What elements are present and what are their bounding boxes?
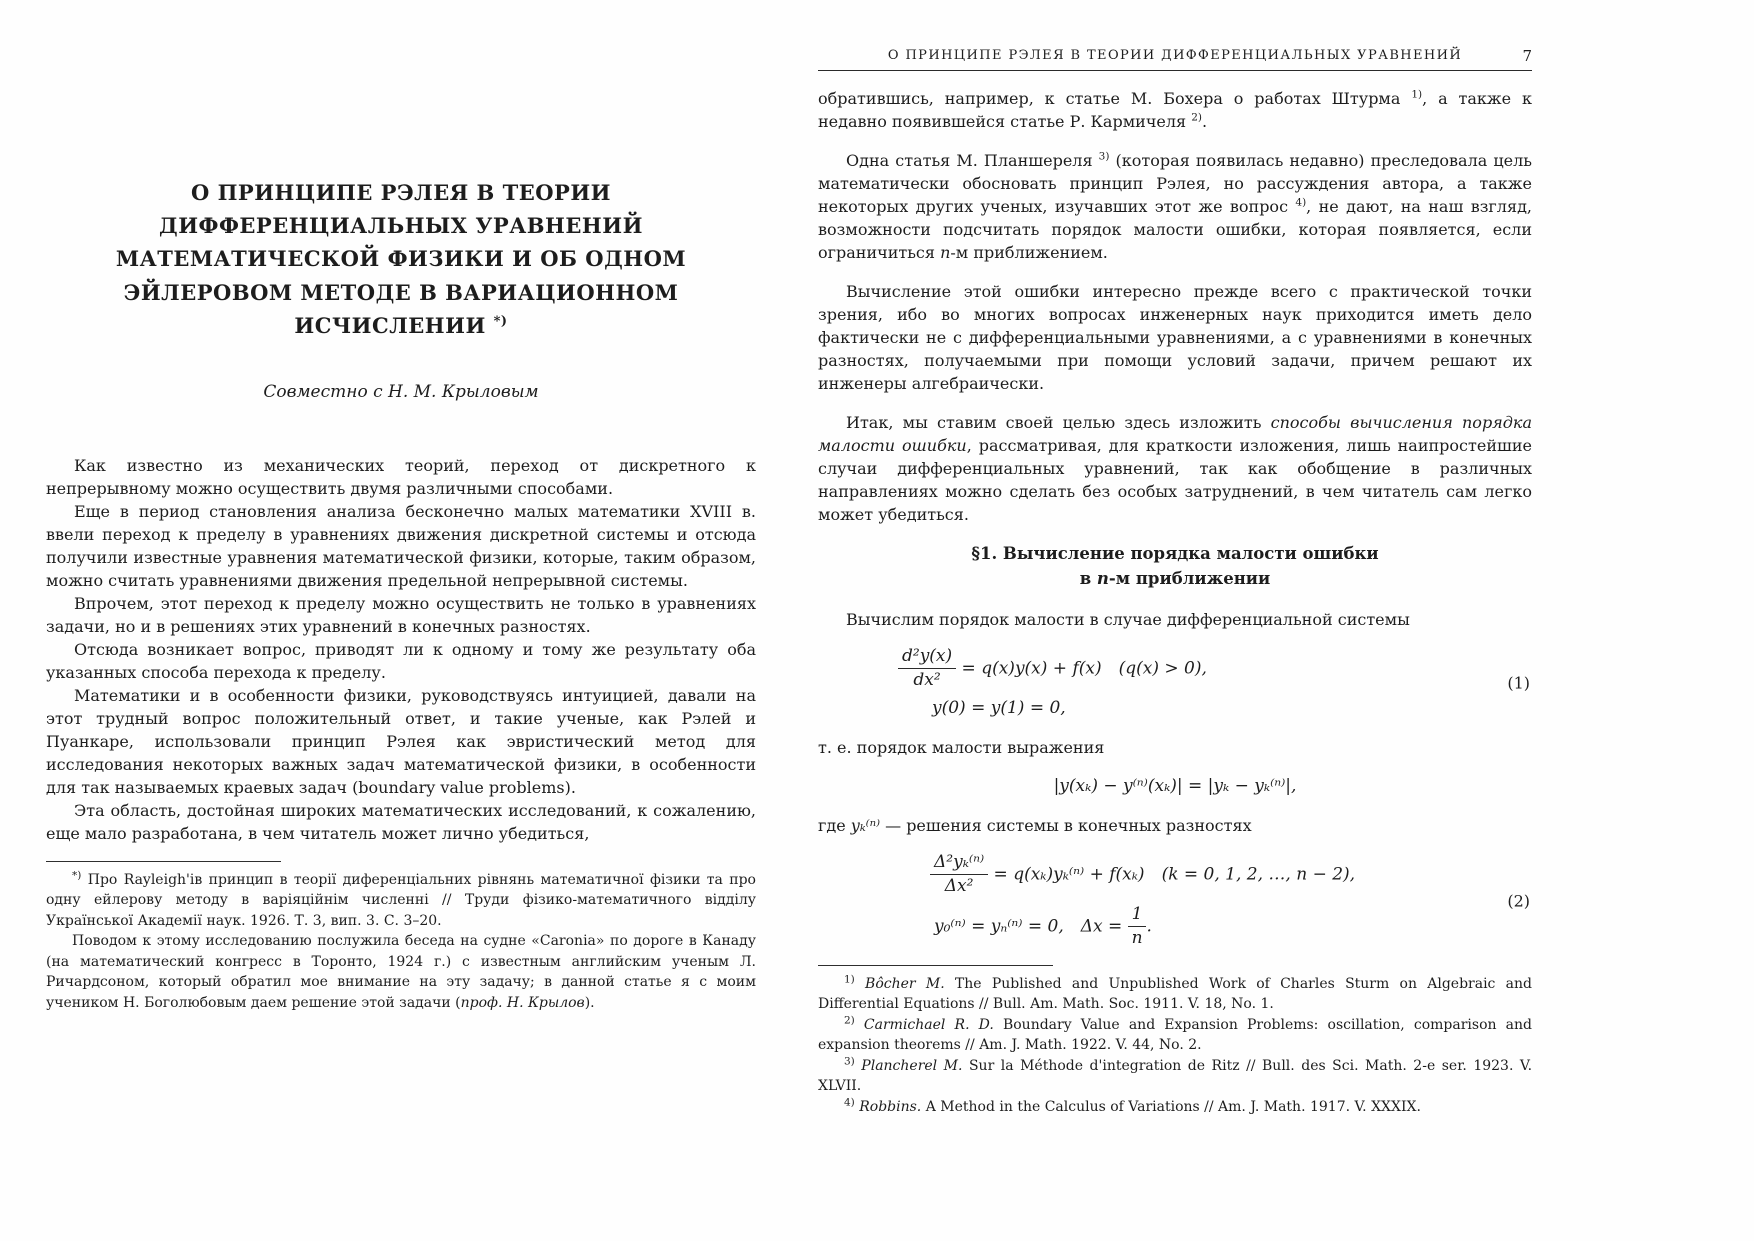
byline: Совместно с Н. М. Крыловым: [263, 381, 539, 402]
fraction-numerator: d²y(x): [898, 647, 956, 670]
left-footnotes: [46, 870, 756, 1014]
title-last-word: ИСЧИСЛЕНИИ: [294, 312, 486, 338]
footnote-author: Robbins.: [859, 1098, 922, 1115]
paragraph: Математики и в особенности физики, руководствуясь интуицией, давали на этот трудный вопрос положительный ответ, и такие ученые, как Рэлей и Пуанкаре, использовали принцип Рэлея как эвристический метод для исследования некоторых важных задач математической физики, в особенности для так называемых краевых задач (boundary value problems).: [46, 685, 756, 797]
footnote-item: [818, 1015, 1532, 1056]
equation-line: [818, 697, 1532, 720]
running-header-text: О ПРИНЦИПЕ РЭЛЕЯ В ТЕОРИИ ДИФФЕРЕНЦИАЛЬНЫХ УРАВНЕНИЙ: [887, 48, 1463, 63]
footnote-item: [46, 870, 756, 932]
paragraph: Впрочем, этот переход к пределу можно осуществить не только в уравнениях задачи, но и в решениях этих уравнений в конечных разностях.: [46, 593, 756, 636]
running-header: [818, 48, 1532, 63]
footnote-author: проф. Н. Крылов: [460, 994, 585, 1011]
footnote-rule: [46, 861, 281, 862]
text-segment: обратившись, например, к статье М. Бохера о работах Штурма: [818, 89, 1412, 108]
text-segment: -м приближением.: [950, 243, 1108, 262]
paragraph: Отсюда возникает вопрос, приводят ли к одному и тому же результату оба указанных способа перехода к пределу.: [46, 639, 756, 682]
footnote-text: Про Rayleigh'ів принцип в теорії диференціальних рівнянь математичної фізики та про одну ейлерову методу в варіяційнім численні // Труди фізико-математичного відділу Української Академії наук. 1926. Т. 3, вип. 3. С. 3–20.: [46, 871, 756, 929]
footnote-item: [818, 974, 1532, 1015]
text-segment: , рассматривая, для краткости изложения, лишь наипростейшие случаи дифференциальных уравнений, так как обобщение в различных направлениях можно сделать без особых затруднений, в чем читатель сам легко может убедиться.: [818, 436, 1532, 524]
equation-number: (2): [1507, 891, 1530, 911]
right-body: [818, 87, 1532, 949]
equation-line: [818, 853, 1532, 897]
footnote-ref: 2): [844, 1014, 855, 1027]
footnote-author: Bôcher M.: [865, 975, 945, 992]
footnote-item: [818, 1056, 1532, 1097]
math-variable: n: [1096, 568, 1109, 588]
article-title: [46, 176, 756, 342]
text-segment: .: [1201, 112, 1208, 131]
footnote-ref: 4): [844, 1096, 855, 1109]
math-variable: n: [940, 243, 951, 262]
left-page: [46, 0, 756, 1013]
header-rule: [818, 70, 1532, 71]
title-line: ЭЙЛЕРОВОМ МЕТОДЕ В ВАРИАЦИОННОМ: [123, 279, 679, 305]
title-line: [46, 309, 756, 342]
equation-number: (1): [1507, 673, 1530, 693]
footnote-marker: *): [72, 869, 82, 882]
fraction-numerator: Δ²yₖ⁽ⁿ⁾: [930, 853, 988, 876]
equation-inline: |y(xₖ) − y⁽ⁿ⁾(xₖ)| = |yₖ − yₖ⁽ⁿ⁾|,: [1053, 775, 1297, 796]
paragraph: Эта область, достойная широких математических исследований, к сожалению, еще мало разработана, в чем читатель может лично убедиться,: [46, 800, 756, 843]
equation-2: [818, 853, 1532, 949]
fraction-denominator: dx²: [913, 670, 941, 691]
equation-line: [818, 647, 1532, 691]
text-segment: где: [818, 815, 851, 835]
paragraph: [818, 87, 1532, 133]
text-segment: в: [1079, 568, 1097, 588]
text-segment: .: [1146, 916, 1152, 937]
paragraph: Вычисление этой ошибки интересно прежде всего с практической точки зрения, ибо во многих вопросах инженерных наук приходится иметь дело фактически не с дифференциальными уравнениями, а с уравнениями в конечных разностях, получаемыми при помощи условий задачи, причем решают их инженеры алгебраически.: [818, 282, 1532, 393]
text-segment: (которая появилась недавно) преследовала цель математически обосновать принцип Рэлея, но рассуждения автора, а также некоторых других ученых, изучавших этот же вопрос: [818, 151, 1533, 216]
footnote-ref: 1): [1411, 88, 1423, 101]
text-segment: , не дают, на наш взгляд, возможности подсчитать порядок малости ошибки, которая появляется, если ограничиться: [818, 197, 1533, 262]
footnote-ref: 4): [1295, 196, 1307, 209]
title-line: ДИФФЕРЕНЦИАЛЬНЫХ УРАВНЕНИЙ: [159, 213, 643, 239]
paragraph: Вычислим порядок малости в случае дифференциальной системы: [846, 609, 1410, 629]
equation-line: [818, 905, 1532, 949]
footnote-text: Boundary Value and Expansion Problems: oscillation, comparison and expansion theorems // Am. J. Math. 1922. V. 44, No. 2.: [818, 1016, 1532, 1054]
left-body: [46, 454, 756, 845]
paragraph: Как известно из механических теорий, переход от дискретного к непрерывному можно осуществить двумя различными способами.: [46, 455, 756, 498]
footnote-item: [46, 931, 756, 1013]
paragraph: Еще в период становления анализа бесконечно малых математики XVIII в. ввели переход к пределу в уравнениях движения дискретной системы и отсюда получили известные уравнения математической физики, которые, таким образом, можно считать уравнениями движения предельной непрерывной системы.: [46, 501, 756, 590]
footnote-ref: 3): [844, 1055, 855, 1068]
text-segment: — решения системы в конечных разностях: [880, 815, 1252, 835]
paragraph: [818, 149, 1532, 264]
footnote-text: ).: [584, 994, 595, 1011]
fraction: [930, 853, 988, 897]
footnote-text: The Published and Unpublished Work of Charles Sturm on Algebraic and Differential Equations // Bull. Am. Math. Soc. 1911. V. 18, No. 1.: [818, 975, 1532, 1013]
footnote-author: Carmichael R. D.: [863, 1016, 994, 1033]
paragraph: т. е. порядок малости выражения: [818, 737, 1105, 757]
title-line: МАТЕМАТИЧЕСКОЙ ФИЗИКИ И ОБ ОДНОМ: [115, 246, 687, 272]
emphasized-text: способы вычисления порядка малости ошибки: [818, 413, 1533, 455]
footnote-text: A Method in the Calculus of Variations // Am. J. Math. 1917. V. XXXIX.: [921, 1098, 1421, 1115]
fraction: [1128, 905, 1147, 949]
fraction-numerator: 1: [1128, 905, 1147, 928]
text-segment: -м приближении: [1108, 568, 1271, 588]
fraction-denominator: n: [1131, 928, 1143, 949]
footnote-rule: [818, 965, 1053, 966]
footnote-item: [818, 1097, 1532, 1118]
footnote-ref: 2): [1191, 111, 1202, 124]
text-segment: Итак, мы ставим своей целью здесь изложить: [846, 413, 1271, 432]
title-line: О ПРИНЦИПЕ РЭЛЕЯ В ТЕОРИИ: [190, 180, 612, 205]
footnote-text: Sur la Méthode d'integration de Ritz // Bull. des Sci. Math. 2-e ser. 1923. V. XLVII.: [818, 1057, 1533, 1095]
text-segment: Одна статья М. Планшереля: [846, 151, 1099, 170]
math-variable: yₖ⁽ⁿ⁾: [850, 815, 881, 835]
section-heading: [818, 542, 1532, 592]
equation-rhs: = q(xₖ)yₖ⁽ⁿ⁾ + f(xₖ) (k = 0, 1, 2, …, n − 2),: [988, 864, 1356, 885]
paragraph: [818, 814, 1532, 837]
right-footnotes: [818, 974, 1532, 1118]
text-segment: , а также к недавно появившейся статье Р. Кармичеля: [818, 89, 1533, 131]
right-page: [818, 0, 1532, 1117]
section-heading-line: [818, 567, 1532, 592]
boundary-condition: y₀⁽ⁿ⁾ = yₙ⁽ⁿ⁾ = 0, Δx =: [934, 916, 1128, 937]
footnote-author: Plancherel M.: [861, 1057, 963, 1074]
footnote-ref: 3): [1098, 150, 1110, 163]
page-number: 7: [1522, 47, 1532, 65]
fraction: [898, 647, 956, 691]
fraction-denominator: Δx²: [944, 876, 974, 897]
equation-1: [818, 647, 1532, 720]
section-heading-line: §1. Вычисление порядка малости ошибки: [971, 544, 1379, 563]
title-footnote-mark: *): [493, 313, 508, 329]
paragraph: [818, 411, 1532, 526]
footnote-text: Поводом к этому исследованию послужила беседа на судне «Caronia» по дороге в Канаду (на математический конгресс в Торонто, 1924 г.) с известным английским ученым Л. Ричардсоном, который обратил мое внимание на эту задачу; в данной статье я с моим учеником Н. Боголюбовым даем решение этой задачи (: [46, 933, 756, 1011]
footnote-ref: 1): [844, 973, 855, 986]
equation-rhs: = q(x)y(x) + f(x) (q(x) > 0),: [956, 658, 1207, 679]
boundary-condition: y(0) = y(1) = 0,: [932, 697, 1066, 718]
